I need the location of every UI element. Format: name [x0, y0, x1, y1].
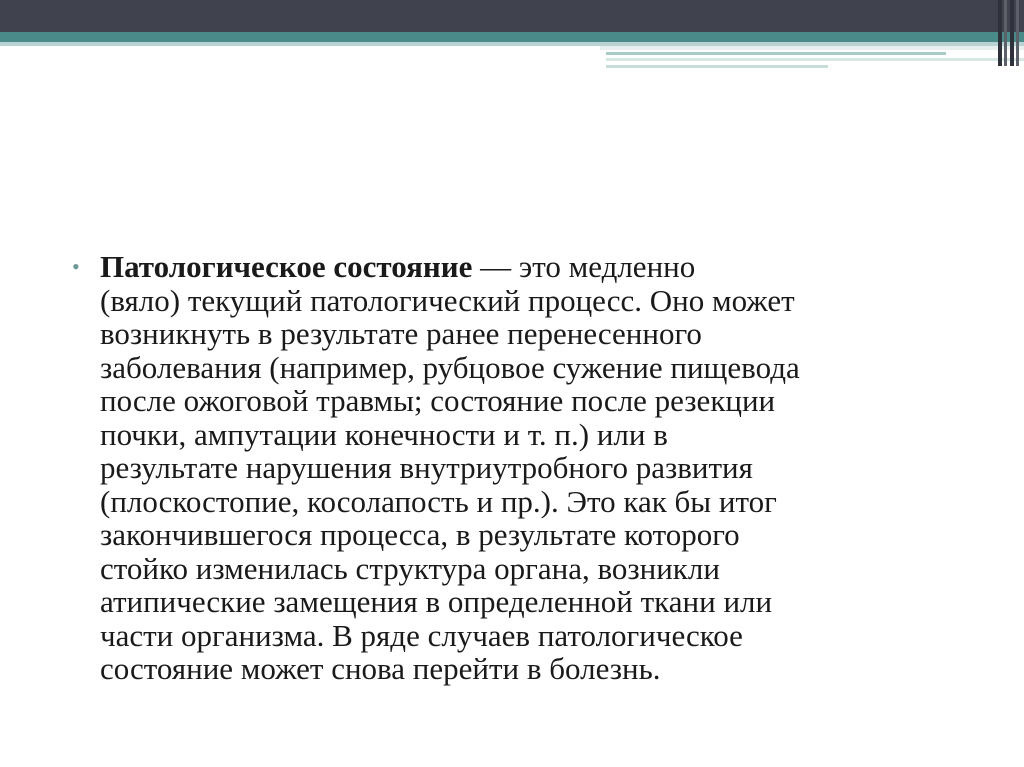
decorative-vertical-stripe: [1010, 0, 1014, 66]
text-line: стойко изменилась структура органа, возникли: [100, 550, 720, 586]
slide-content: [72, 250, 972, 686]
text-line: состояние может снова перейти в болезнь.: [100, 651, 661, 686]
decorative-vertical-stripe: [998, 0, 1002, 66]
decorative-stripe: [606, 58, 1024, 61]
text-line: после ожоговой травмы; состояние после резекции: [100, 383, 776, 418]
text-line: почки, ампутации конечности и т. п.) или в: [100, 416, 668, 452]
text-line: (вяло) текущий патологический процесс. Оно может: [100, 282, 795, 318]
text-line: атипические замещения в определенной ткани или: [100, 584, 773, 619]
text-line: возникнуть в результате ранее перенесенного: [100, 316, 702, 351]
text-line: части организма. В ряде случаев патологическое: [100, 617, 743, 653]
text-line: закончившегося процесса, в результате которого: [100, 517, 740, 552]
decorative-stripe: [606, 65, 828, 68]
definition-paragraph: [100, 250, 972, 686]
text-line: — это медленно: [472, 249, 696, 284]
decorative-stripe: [600, 46, 1024, 50]
decorative-vertical-stripe: [1016, 0, 1019, 66]
header-dark-bar: [0, 0, 1024, 32]
text-line: результате нарушения внутриутробного развития: [100, 450, 753, 485]
bullet-icon: •: [72, 254, 80, 279]
bullet-item: [72, 250, 972, 686]
decorative-stripe: [606, 52, 946, 55]
term-heading: Патологическое состояние: [100, 249, 473, 284]
header-teal-bar: [0, 32, 1024, 42]
decorative-vertical-stripe: [1004, 0, 1007, 66]
text-line: заболевания (например, рубцовое сужение пищевода: [100, 349, 800, 385]
text-line: (плоскостопие, косолапость и пр.). Это как бы итог: [100, 483, 777, 519]
